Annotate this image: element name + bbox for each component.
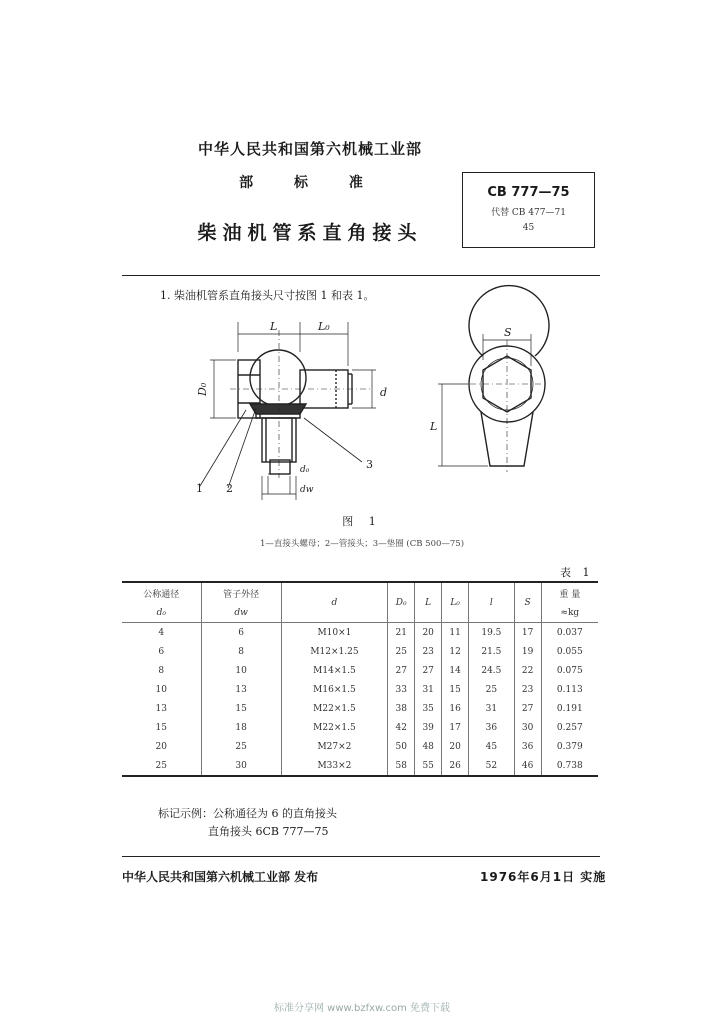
callout-2: 2 (226, 482, 233, 495)
table-cell: 27 (514, 699, 541, 718)
dim-D0: D₀ (196, 382, 209, 396)
header-cell: 管子外径 (201, 582, 281, 603)
callout-3: 3 (366, 458, 373, 471)
page-number: 45 (522, 223, 535, 233)
intro-text: 1. 柴油机管系直角接头尺寸按图 1 和表 1。 (160, 289, 375, 302)
table-cell: 36 (514, 737, 541, 756)
table-cell: M22×1.5 (281, 699, 388, 718)
header-cell: 重 量 (541, 582, 598, 603)
header-cell: S (514, 582, 541, 622)
table-cell: 17 (514, 623, 541, 643)
dimension-table (122, 581, 598, 777)
table-label: 表 1 (560, 566, 594, 579)
table-cell: 20 (155, 741, 167, 752)
table-cell: 22 (514, 661, 541, 680)
footer-divider (122, 856, 600, 857)
table-cell: 46 (514, 756, 541, 776)
table-row (122, 680, 598, 699)
header-cell: l (469, 582, 515, 622)
table-row (122, 642, 598, 661)
table-cell: 15 (155, 722, 167, 733)
table-cell: 0.113 (541, 680, 598, 699)
table-cell: 38 (388, 699, 415, 718)
table-cell: 21.5 (469, 642, 515, 661)
table-header-row (122, 582, 598, 603)
table-cell: 20 (442, 737, 469, 756)
table-cell: M12×1.25 (281, 642, 388, 661)
table-cell: 8 (158, 665, 165, 676)
table-cell: 21 (388, 623, 415, 643)
dim-L-right: L (430, 420, 438, 433)
banjo-eye (250, 350, 306, 406)
table-cell: M27×2 (281, 737, 388, 756)
footer-issuer: 中华人民共和国第六机械工业部 发布 (122, 870, 319, 884)
table-cell: 25 (201, 737, 281, 756)
table-cell: M14×1.5 (281, 661, 388, 680)
dim-d: d (380, 386, 388, 399)
table-cell: 27 (415, 661, 442, 680)
standard-number: CB 777—75 (487, 185, 570, 200)
table-cell: 48 (415, 737, 442, 756)
table-cell: M10×1 (281, 623, 388, 643)
table-cell: 30 (514, 718, 541, 737)
table-cell: 17 (442, 718, 469, 737)
table-cell: 0.257 (541, 718, 598, 737)
table-cell: 13 (155, 703, 167, 714)
table-row (122, 699, 598, 718)
footer-effective-date: 1976年6月1日 实施 (480, 870, 607, 884)
table-cell: 39 (415, 718, 442, 737)
table-cell: 50 (388, 737, 415, 756)
document-title: 柴油机管系直角接头 (197, 222, 423, 244)
header-cell: dw (201, 603, 281, 622)
table-cell: 13 (201, 680, 281, 699)
table-cell: 25 (155, 760, 167, 771)
table-cell: 25 (388, 642, 415, 661)
table-cell: 12 (442, 642, 469, 661)
table-row (122, 756, 598, 776)
table-cell: M33×2 (281, 756, 388, 776)
figure-caption: 1—直接头螺母；2—管接头；3—垫圈 (CB 500—75) (259, 539, 465, 549)
header-cell: L₀ (442, 582, 469, 622)
table-cell: M22×1.5 (281, 718, 388, 737)
header-cell: d (281, 582, 388, 622)
table-cell: 30 (201, 756, 281, 776)
table-cell: 18 (201, 718, 281, 737)
table-cell: 0.191 (541, 699, 598, 718)
table-cell: 31 (415, 680, 442, 699)
table-cell: 8 (201, 642, 281, 661)
marking-example-line1: 标记示例：公称通径为 6 的直角接头 (158, 807, 337, 820)
replaces-standard: 代替 CB 477—71 (491, 208, 566, 218)
table-cell: 11 (442, 623, 469, 643)
table-cell: 0.075 (541, 661, 598, 680)
table-cell: 0.037 (541, 623, 598, 643)
table-cell: 4 (158, 627, 165, 638)
table-cell: 10 (201, 661, 281, 680)
table-cell: 58 (388, 756, 415, 776)
table-cell: 45 (469, 737, 515, 756)
table-cell: 16 (442, 699, 469, 718)
table-cell: 31 (469, 699, 515, 718)
table-cell: 55 (415, 756, 442, 776)
watermark: 标准分享网 www.bzfxw.com 免费下载 (274, 1003, 450, 1014)
table-row (122, 737, 598, 756)
table-cell: 10 (155, 684, 167, 695)
table-cell: 6 (158, 646, 165, 657)
callout-1: 1 (196, 482, 203, 495)
dim-S: S (504, 326, 512, 339)
table-cell: 19 (514, 642, 541, 661)
table-cell: 0.379 (541, 737, 598, 756)
table-cell: 25 (469, 680, 515, 699)
dim-d0: d₀ (300, 465, 310, 475)
table-cell: 33 (388, 680, 415, 699)
table-cell: 23 (514, 680, 541, 699)
dim-L0: L₀ (318, 320, 330, 333)
table-cell: 0.738 (541, 756, 598, 776)
header-cell: D₀ (388, 582, 415, 622)
table-cell: 24.5 (469, 661, 515, 680)
standard-level: 部 标 准 (239, 175, 381, 191)
table-cell: 15 (442, 680, 469, 699)
table-cell: 0.055 (541, 642, 598, 661)
table-cell: 15 (201, 699, 281, 718)
table-cell: 26 (442, 756, 469, 776)
table-cell: 36 (469, 718, 515, 737)
header-cell: L (415, 582, 442, 622)
dim-dw: dw (300, 485, 314, 495)
table-cell: 23 (415, 642, 442, 661)
washer-section (250, 404, 306, 414)
marking-example-line2: 直角接头 6CB 777—75 (208, 825, 329, 838)
dim-L: L (270, 320, 278, 333)
table-row (122, 718, 598, 737)
table-cell: 27 (388, 661, 415, 680)
table-row (122, 623, 598, 643)
table-row (122, 661, 598, 680)
table-cell: 14 (442, 661, 469, 680)
issuing-ministry: 中华人民共和国第六机械工业部 (197, 140, 422, 158)
table-cell: 35 (415, 699, 442, 718)
header-cell: 公称通径 (143, 589, 180, 600)
table-cell: 20 (415, 623, 442, 643)
figure-label: 图 1 (342, 515, 382, 528)
table-cell: 52 (469, 756, 515, 776)
table-cell: 19.5 (469, 623, 515, 643)
table-cell: M16×1.5 (281, 680, 388, 699)
table-cell: 42 (388, 718, 415, 737)
header-cell: d₀ (156, 607, 166, 618)
header-cell: ≈kg (541, 603, 598, 622)
table-cell: 6 (201, 623, 281, 643)
